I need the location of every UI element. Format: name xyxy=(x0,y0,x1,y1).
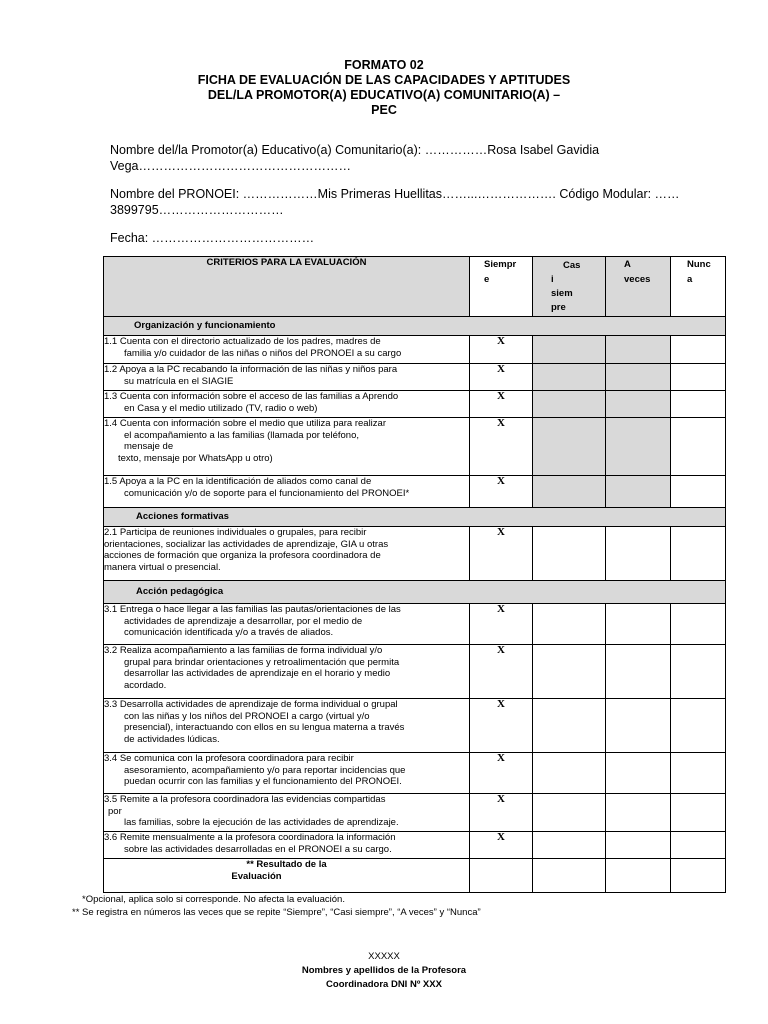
mark-casi-siempre[interactable] xyxy=(533,794,606,832)
mark-nunca[interactable] xyxy=(671,753,726,794)
criterion-line: por xyxy=(108,805,122,817)
criterion-line: acordado. xyxy=(124,679,167,691)
footnotes xyxy=(72,893,481,919)
mark-a-veces[interactable] xyxy=(606,364,671,391)
criterion-line: 3.6 Remite mensualmente a la profesora coordinadora la información xyxy=(104,832,396,843)
mark-siempre[interactable]: X xyxy=(470,527,533,581)
mark-casi-siempre[interactable] xyxy=(533,364,606,391)
criterion-line: puedan ocurrir con las familias y el funcionamiento del PRONOEI. xyxy=(124,776,402,787)
criterion-line: su matrícula en el SIAGIE xyxy=(124,375,234,387)
mark-a-veces[interactable] xyxy=(606,753,671,794)
criterion-line: texto, mensaje por WhatsApp u otro) xyxy=(118,452,273,464)
mark-siempre[interactable]: X xyxy=(470,604,533,645)
mark-siempre[interactable]: X xyxy=(470,476,533,508)
criterion-line: 2.1 Participa de reuniones individuales o grupales, para recibir xyxy=(104,527,367,538)
result-row xyxy=(104,859,726,893)
criterion-line: 3.1 Entrega o hace llegar a las familias las pautas/orientaciones de las xyxy=(104,604,401,615)
col-casi-l1: Cas xyxy=(563,260,581,271)
table-row xyxy=(104,336,726,364)
criterion-cell xyxy=(104,645,470,699)
mark-casi-siempre[interactable] xyxy=(533,753,606,794)
mark-nunca[interactable] xyxy=(671,645,726,699)
col-header-siempre xyxy=(470,257,533,317)
title-line-2: FICHA DE EVALUACIÓN DE LAS CAPACIDADES Y APTITUDES xyxy=(197,73,571,87)
mark-a-veces[interactable] xyxy=(606,699,671,753)
pronoei-line-2: 3899795………………………… xyxy=(110,203,284,217)
table-row xyxy=(104,794,726,832)
criterion-cell xyxy=(104,476,470,508)
mark-siempre[interactable]: X xyxy=(470,753,533,794)
table-row xyxy=(104,418,726,476)
mark-nunca[interactable] xyxy=(671,364,726,391)
criterion-cell xyxy=(104,604,470,645)
section-row-organizacion xyxy=(104,317,726,336)
mark-siempre[interactable]: X xyxy=(470,336,533,364)
result-label-line: ** Resultado de la xyxy=(246,859,327,870)
mark-a-veces[interactable] xyxy=(606,527,671,581)
mark-siempre[interactable]: X xyxy=(470,794,533,832)
criterion-line: 3.4 Se comunica con la profesora coordinadora para recibir xyxy=(104,753,354,764)
criterion-cell xyxy=(104,364,470,391)
criteria-header: CRITERIOS PARA LA EVALUACIÓN xyxy=(104,257,470,317)
criterion-line: desarrollar las actividades de aprendizaje en el horario y medio xyxy=(124,668,391,679)
mark-siempre[interactable]: X xyxy=(470,699,533,753)
col-siempre-l2: e xyxy=(484,274,490,285)
mark-casi-siempre[interactable] xyxy=(533,699,606,753)
criterion-line: 1.4 Cuenta con información sobre el medio que utiliza para realizar xyxy=(104,418,386,429)
mark-casi-siempre[interactable] xyxy=(533,391,606,418)
col-casi-l4: pre xyxy=(551,302,566,313)
criterion-cell xyxy=(104,527,470,581)
section-row-accion-pedagogica xyxy=(104,581,726,604)
criterion-cell xyxy=(104,832,470,859)
mark-a-veces[interactable] xyxy=(606,832,671,859)
criterion-line: orientaciones, socializar las actividades de aprendizaje, GIA u otras xyxy=(104,538,389,550)
mark-a-veces[interactable] xyxy=(606,476,671,508)
criterion-line: 1.2 Apoya a la PC recabando la información de las niñas y niños para xyxy=(104,364,398,375)
table-row xyxy=(104,645,726,699)
section-row-acciones-formativas xyxy=(104,508,726,527)
col-casi-l2: i xyxy=(551,274,554,285)
table-row xyxy=(104,832,726,859)
mark-casi-siempre[interactable] xyxy=(533,832,606,859)
table-header-row xyxy=(104,257,726,317)
criterion-line: las familias, sobre la ejecución de las actividades de aprendizaje. xyxy=(124,817,399,828)
mark-nunca[interactable] xyxy=(671,604,726,645)
table-row xyxy=(104,476,726,508)
pronoei-line-1: Nombre del PRONOEI: ………………Mis Primeras Huellitas……...………………. Código Modular: …… xyxy=(110,187,680,201)
result-casi-siempre[interactable] xyxy=(533,859,606,893)
mark-nunca[interactable] xyxy=(671,476,726,508)
mark-a-veces[interactable] xyxy=(606,794,671,832)
title-line-3: DEL/LA PROMOTOR(A) EDUCATIVO(A) COMUNITARIO(A) – xyxy=(207,88,561,102)
criterion-line: acciones de formación que organiza la profesora coordinadora de xyxy=(104,550,381,561)
footnote-result: ** Se registra en números las veces que se repite “Siempre”, “Casi siempre”, “A veces” y “Nunca” xyxy=(72,907,481,918)
criterion-line: 3.3 Desarrolla actividades de aprendizaje de forma individual o grupal xyxy=(104,699,398,710)
criterion-cell xyxy=(104,418,470,476)
criterion-line: de actividades lúdicas. xyxy=(124,733,220,745)
criterion-cell xyxy=(104,699,470,753)
criterion-line: 3.2 Realiza acompañamiento a las familias de forma individual y/o xyxy=(104,645,383,656)
mark-casi-siempre[interactable] xyxy=(533,527,606,581)
criterion-line: presencial), interactuando con ellos en su lengua materna a través xyxy=(124,722,405,733)
criterion-line: manera virtual o presencial. xyxy=(104,561,221,573)
criterion-line: mensaje de xyxy=(124,441,174,452)
table-row xyxy=(104,753,726,794)
criterion-line: actividades de aprendizaje a desarrollar, por el medio de xyxy=(124,615,363,627)
signature-block xyxy=(234,950,534,992)
signature-placeholder: XXXXX xyxy=(368,951,400,962)
criterion-line: grupal para brindar orientaciones y retroalimentación que permita xyxy=(124,656,400,668)
title-line-4: PEC xyxy=(371,103,397,117)
col-header-casi-siempre xyxy=(533,257,606,317)
promotor-name-field xyxy=(110,142,690,174)
criterion-line: comunicación identificada y/o a través de aliados. xyxy=(124,627,334,638)
mark-nunca[interactable] xyxy=(671,418,726,476)
section-title: Acciones formativas xyxy=(104,508,726,527)
mark-siempre[interactable]: X xyxy=(470,391,533,418)
mark-casi-siempre[interactable] xyxy=(533,336,606,364)
criterion-line: 3.5 Remite a la profesora coordinadora las evidencias compartidas xyxy=(104,794,386,805)
table-row xyxy=(104,527,726,581)
criterion-cell xyxy=(104,794,470,832)
table-row xyxy=(104,364,726,391)
result-siempre[interactable] xyxy=(470,859,533,893)
mark-nunca[interactable] xyxy=(671,391,726,418)
mark-casi-siempre[interactable] xyxy=(533,418,606,476)
col-header-nunca xyxy=(671,257,726,317)
criterion-line: 1.3 Cuenta con información sobre el acceso de las familias a Aprendo xyxy=(104,391,399,402)
table-row xyxy=(104,391,726,418)
section-title: Organización y funcionamiento xyxy=(104,317,726,336)
mark-a-veces[interactable] xyxy=(606,336,671,364)
col-nunca-l1: Nunc xyxy=(687,259,711,270)
date-field: Fecha: ………………………………… xyxy=(110,231,315,245)
mark-nunca[interactable] xyxy=(671,527,726,581)
criterion-line: asesoramiento, acompañamiento y/o para reportar incidencias que xyxy=(124,764,406,776)
mark-siempre[interactable]: X xyxy=(470,364,533,391)
criterion-line: con las niñas y los niños del PRONOEI a cargo (virtual y/o xyxy=(124,710,370,722)
footnote-optional: *Opcional, aplica solo si corresponde. No afecta la evaluación. xyxy=(82,894,345,905)
col-aveces-l1: A xyxy=(624,259,631,270)
criterion-cell xyxy=(104,391,470,418)
evaluation-table xyxy=(103,256,726,893)
result-label-line: Evaluación xyxy=(231,870,282,882)
mark-a-veces[interactable] xyxy=(606,418,671,476)
promotor-line-2: Vega…………………………………………… xyxy=(110,159,352,173)
section-title: Acción pedagógica xyxy=(104,581,726,604)
criterion-line: el acompañamiento a las familias (llamada por teléfono, xyxy=(124,429,359,441)
mark-casi-siempre[interactable] xyxy=(533,604,606,645)
mark-nunca[interactable] xyxy=(671,794,726,832)
result-a-veces[interactable] xyxy=(606,859,671,893)
criterion-line: 1.1 Cuenta con el directorio actualizado de los padres, madres de xyxy=(104,336,381,347)
mark-nunca[interactable] xyxy=(671,832,726,859)
mark-siempre[interactable]: X xyxy=(470,645,533,699)
mark-nunca[interactable] xyxy=(671,336,726,364)
format-label: FORMATO 02 xyxy=(344,58,424,72)
result-nunca[interactable] xyxy=(671,859,726,893)
pronoei-name-field xyxy=(110,186,690,218)
mark-a-veces[interactable] xyxy=(606,604,671,645)
mark-casi-siempre[interactable] xyxy=(533,476,606,508)
table-row xyxy=(104,604,726,645)
col-casi-l3: siem xyxy=(551,288,573,299)
mark-a-veces[interactable] xyxy=(606,391,671,418)
table-row xyxy=(104,699,726,753)
result-label-cell xyxy=(104,859,470,893)
criterion-cell xyxy=(104,753,470,794)
mark-casi-siempre[interactable] xyxy=(533,645,606,699)
mark-siempre[interactable]: X xyxy=(470,832,533,859)
promotor-line-1: Nombre del/la Promotor(a) Educativo(a) Comunitario(a): ……………Rosa Isabel Gavidia xyxy=(110,143,600,157)
col-siempre-l1: Siempr xyxy=(484,259,517,270)
mark-nunca[interactable] xyxy=(671,699,726,753)
criterion-line: comunicación y/o de soporte para el funcionamiento del PRONOEI* xyxy=(124,487,410,499)
signature-dni-label: Coordinadora DNI Nº XXX xyxy=(326,979,442,990)
criterion-line: en Casa y el medio utilizado (TV, radio o web) xyxy=(124,402,318,414)
mark-siempre[interactable]: X xyxy=(470,418,533,476)
criterion-line: familia y/o cuidador de las niñas o niños del PRONOEI a su cargo xyxy=(124,347,402,359)
signature-name-label: Nombres y apellidos de la Profesora xyxy=(301,965,467,976)
mark-a-veces[interactable] xyxy=(606,645,671,699)
criterion-line: sobre las actividades desarrolladas en el PRONOEI a su cargo. xyxy=(124,843,392,855)
col-nunca-l2: a xyxy=(687,274,693,285)
col-header-a-veces xyxy=(606,257,671,317)
criterion-line: 1.5 Apoya a la PC en la identificación de aliados como canal de xyxy=(104,476,372,487)
document-title xyxy=(120,58,648,118)
col-aveces-l2: veces xyxy=(624,274,651,285)
criterion-cell xyxy=(104,336,470,364)
